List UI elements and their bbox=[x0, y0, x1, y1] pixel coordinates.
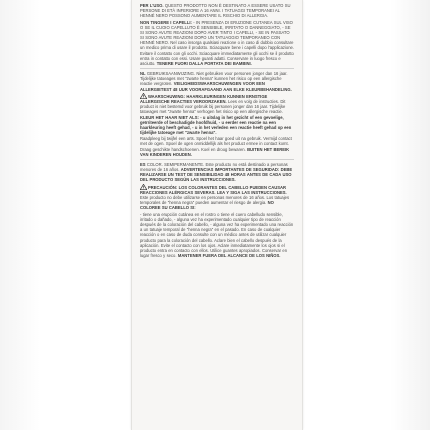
paragraph-tail: ADVERTENCIAS IMPORTANTES DE SEGURIDAD: DEBE REALIZARSE UN TEST DE SENSIBILIDAD 48 HORAS ANTES DE CADA USO DEL PRODUCTO SEGÚN LAS INSTRUCCIONES. bbox=[140, 167, 293, 183]
paragraph-es-warning bbox=[140, 184, 294, 211]
warning-triangle-icon bbox=[140, 93, 147, 99]
paragraph-es-intro bbox=[140, 162, 294, 183]
warning-triangle-icon bbox=[140, 184, 147, 190]
paragraph-heading: PER L'USO. bbox=[140, 3, 164, 8]
paragraph-body: Raadpleeg bij twijfel een arts. Spoel het haar goed uit na gebruik. Vermijd contact met de ogen. Spoel de ogen onmiddellijk als het product ermee in contact komt. Draag geschikte handschoenen. Koel en droog bewaren. bbox=[140, 136, 292, 152]
paragraph-tail: MANTENER FUERA DEL ALCANCE DE LOS NIÑOS. bbox=[176, 252, 281, 258]
paragraph-body: Lees en volg de instructies. Dit product is niet bestemd voor gebruik bij personen jonger dan 16 jaar. Tijdelijke tatoeages met "zwarte henna" verhogen het risico op een allergische reactie. bbox=[140, 99, 286, 115]
paragraph-body: GEBRUIKSAANWIJZING. Niet gebruiken voor personen jonger dan 16 jaar. Tijdelijke tatoeages met "zwarte henna" kunnen het risico op een allergische reactie vergroten. bbox=[140, 71, 288, 87]
paragraph-tail: VEILIGHEIDSWAARSCHUWINGEN VOOR EEN ALLERGIETEST 48 UUR VOORAFGAAND AAN ELKE KLEURBEHANDELING. bbox=[140, 81, 292, 92]
paragraph-it-intro bbox=[140, 3, 294, 18]
paragraph-nl-warning bbox=[140, 93, 294, 135]
paragraph-es-care bbox=[140, 212, 294, 258]
paragraph-tail: BUITEN HET BEREIK VAN KINDEREN HOUDEN. bbox=[140, 146, 290, 157]
paragraph-body: QUESTO PRODOTTO NON È DESTINATO A ESSERE USATO SU PERSONE DI ETÀ INFERIORE A 16 ANNI. I TATUAGGI TEMPORANEI AL HENNÉ NERO POSSONO AUMENTARE IL RISCHIO DI ALLERGIA. bbox=[140, 3, 291, 19]
paragraph-it-warnings bbox=[140, 20, 294, 66]
divider bbox=[140, 159, 294, 160]
paragraph-tail: KLEUR HET HAAR NIET ALS: - u uitslag in het gezicht of een gevoelige, geïrriteerde of beschadigde hoofdhuid, - u eerder een reactie na een haarkleuring heeft gehad, - u in het verleden een reactie heeft gehad op een tijdelijke tatoeage met "zwarte henna". bbox=[140, 114, 292, 135]
paragraph-heading: ES bbox=[140, 161, 146, 167]
divider bbox=[140, 68, 294, 69]
leaflet-text bbox=[140, 3, 294, 259]
paragraph-tail: NO COLOREE SU CABELLO SI: bbox=[140, 200, 274, 211]
paragraph-body: - IN PRESENZA DI ERUZIONE CUTANEA SUL VISO O SE IL CUOIO CAPELLUTO È SENSIBILE, IRRITATO O DANNEGGIATO, - SE SI SONO AVUTE REAZIONI DOPO AVER TINTO I CAPELLI, - SE IN PASSATO SI SONO AVUTE REAZIONI DOPO UN TATUAGGIO TEMPORANEO CON HENNÉ NERO. Nel caso insorga qualsiasi reazione o in caso di dubbio consultare un medico prima di usare il prodotto. Sciacquare bene i capelli dopo l'applicazione. Evitare il contatto con gli occhi. Sciacquare immediatamente gli occhi se il prodotto entra in contatto con essi. Usare guanti adatti. Conservare in luogo fresco e asciutto. bbox=[140, 19, 294, 66]
paragraph-heading: WAARSCHUWING: HAARKLEURINGEN KUNNEN ERNSTIGE ALLERGISCHE REACTIES VEROORZAKEN. bbox=[140, 93, 268, 105]
paragraph-heading: NON TINGERE I CAPELLI: bbox=[140, 19, 192, 25]
paragraph-tail: TENERE FUORI DALLA PORTATA DEI BAMBINI. bbox=[155, 60, 252, 66]
paragraph-heading: PRECAUCIÓN: LOS COLORANTES DEL CABELLO PUEDEN CAUSAR REACCIONES ALÉRGICAS SEVERAS. LEA Y SIGA LAS INSTRUCCIONES. bbox=[140, 184, 287, 195]
instruction-leaflet bbox=[131, 0, 303, 430]
paragraph-body: Este producto no debe utilizarse en personas menores de 16 años. Los tatuajes temporales de "henna negra" pueden aumentar el riesgo de alergia. bbox=[140, 195, 290, 206]
paragraph-nl-care bbox=[140, 136, 294, 157]
paragraph-heading: NL bbox=[140, 71, 146, 77]
paragraph-body: COLOR. SEMIPERMANENTE. Este producto no está destinado a personas menores de 16 años. bbox=[140, 161, 288, 173]
paragraph-nl-intro bbox=[140, 71, 294, 92]
paragraph-body: - tiene una erupción cutánea en el rostro o tiene el cuero cabelludo sensible, irritado o dañado, - alguna vez ha experimentado cualquier tipo de reacción después de la coloración del cabello, - alguna vez ha experimentado una reacción a un tatuaje temporal de "henna negra" en el pasado. En caso de cualquier reacción o en caso de duda consulte con un médico antes de utilizar cualquier producto para la coloración del cabello. Aclare bien el cabello después de la aplicación. Evite el contacto con los ojos. Aclare inmediatamente los ojos si el producto entra en contacto con ellos. Utilice guantes apropiados. Conservar en lugar fresco y seco. bbox=[140, 211, 294, 258]
